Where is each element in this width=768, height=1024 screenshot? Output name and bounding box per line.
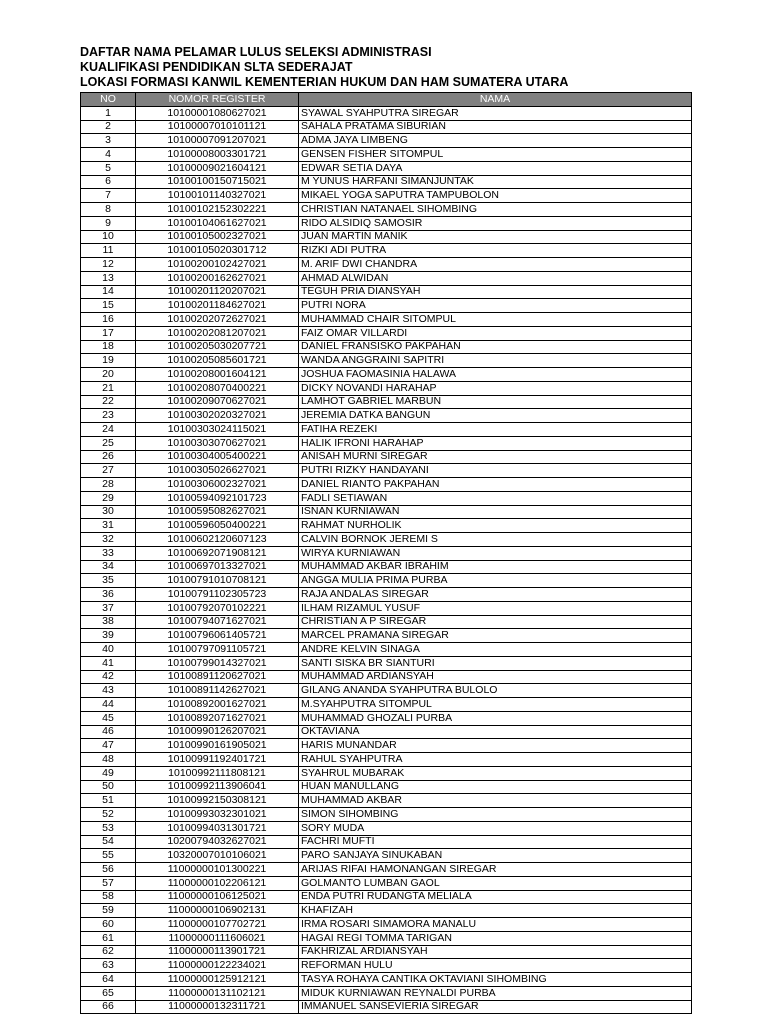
applicant-name: FAKHRIZAL ARDIANSYAH xyxy=(299,945,692,959)
register-number: 10100302020327021 xyxy=(136,409,299,423)
row-number: 28 xyxy=(81,478,136,492)
register-number: 11000000132311721 xyxy=(136,1000,299,1014)
column-header-name: NAMA xyxy=(299,93,692,107)
row-number: 42 xyxy=(81,670,136,684)
qualification-subtitle: KUALIFIKASI PENDIDIKAN SLTA SEDERAJAT xyxy=(80,60,353,74)
applicant-name: MUHAMMAD AKBAR IBRAHIM xyxy=(299,560,692,574)
applicant-name: IMMANUEL SANSEVIERIA SIREGAR xyxy=(299,1000,692,1014)
table-row xyxy=(81,271,692,285)
row-number: 10 xyxy=(81,230,136,244)
applicant-name: JUAN MARTIN MANIK xyxy=(299,230,692,244)
table-row xyxy=(81,148,692,162)
applicant-name: RIZKI ADI PUTRA xyxy=(299,244,692,258)
table-row xyxy=(81,890,692,904)
row-number: 32 xyxy=(81,533,136,547)
table-row xyxy=(81,505,692,519)
applicant-name: JEREMIA DATKA BANGUN xyxy=(299,409,692,423)
register-number: 10100305026627021 xyxy=(136,464,299,478)
table-row xyxy=(81,560,692,574)
table-row xyxy=(81,918,692,932)
table-row xyxy=(81,285,692,299)
row-number: 3 xyxy=(81,134,136,148)
register-number: 11000000113901721 xyxy=(136,945,299,959)
table-row xyxy=(81,601,692,615)
table-row xyxy=(81,821,692,835)
register-number: 10100799014327021 xyxy=(136,656,299,670)
register-number: 11000000106125021 xyxy=(136,890,299,904)
row-number: 56 xyxy=(81,863,136,877)
table-row xyxy=(81,533,692,547)
register-number: 10100200102427021 xyxy=(136,258,299,272)
row-number: 11 xyxy=(81,244,136,258)
applicant-name: FATIHA REZEKI xyxy=(299,423,692,437)
register-number: 10100992150308121 xyxy=(136,794,299,808)
register-number: 10100209070627021 xyxy=(136,395,299,409)
table-row xyxy=(81,670,692,684)
applicant-name: MUHAMMAD ARDIANSYAH xyxy=(299,670,692,684)
table-row xyxy=(81,230,692,244)
register-number: 11000000125912121 xyxy=(136,973,299,987)
applicant-name: RAHMAT NURHOLIK xyxy=(299,519,692,533)
table-row xyxy=(81,134,692,148)
table-header-row xyxy=(81,93,692,107)
register-number: 11000000107702721 xyxy=(136,918,299,932)
table-row xyxy=(81,684,692,698)
row-number: 61 xyxy=(81,931,136,945)
register-number: 10100202072627021 xyxy=(136,313,299,327)
table-row xyxy=(81,313,692,327)
row-number: 38 xyxy=(81,615,136,629)
table-row xyxy=(81,436,692,450)
row-number: 18 xyxy=(81,340,136,354)
applicant-name: DICKY NOVANDI HARAHAP xyxy=(299,381,692,395)
row-number: 31 xyxy=(81,519,136,533)
table-row xyxy=(81,780,692,794)
register-number: 10100303070627021 xyxy=(136,436,299,450)
table-row xyxy=(81,973,692,987)
row-number: 58 xyxy=(81,890,136,904)
table-row xyxy=(81,161,692,175)
table-row xyxy=(81,120,692,134)
row-number: 41 xyxy=(81,656,136,670)
register-number: 10100596050400221 xyxy=(136,519,299,533)
row-number: 39 xyxy=(81,629,136,643)
row-number: 21 xyxy=(81,381,136,395)
applicant-name: MIDUK KURNIAWAN REYNALDI PURBA xyxy=(299,986,692,1000)
row-number: 19 xyxy=(81,354,136,368)
register-number: 10100105002327021 xyxy=(136,230,299,244)
applicant-name: SYAWAL SYAHPUTRA SIREGAR xyxy=(299,106,692,120)
table-row xyxy=(81,725,692,739)
applicant-name: SAHALA PRATAMA SIBURIAN xyxy=(299,120,692,134)
applicant-table xyxy=(80,92,692,1014)
applicant-name: ANGGA MULIA PRIMA PURBA xyxy=(299,574,692,588)
applicant-name: M. ARIF DWI CHANDRA xyxy=(299,258,692,272)
applicant-name: CHRISTIAN A P SIREGAR xyxy=(299,615,692,629)
applicant-name: FACHRI MUFTI xyxy=(299,835,692,849)
applicant-name: HUAN MANULLANG xyxy=(299,780,692,794)
row-number: 45 xyxy=(81,711,136,725)
row-number: 46 xyxy=(81,725,136,739)
applicant-name: MARCEL PRAMANA SIREGAR xyxy=(299,629,692,643)
register-number: 10100794071627021 xyxy=(136,615,299,629)
row-number: 54 xyxy=(81,835,136,849)
row-number: 57 xyxy=(81,876,136,890)
row-number: 20 xyxy=(81,368,136,382)
row-number: 29 xyxy=(81,491,136,505)
row-number: 63 xyxy=(81,959,136,973)
column-header-register: NOMOR REGISTER xyxy=(136,93,299,107)
register-number: 10100102152302221 xyxy=(136,203,299,217)
applicant-name: M.SYAHPUTRA SITOMPUL xyxy=(299,698,692,712)
applicant-name: CHRISTIAN NATANAEL SIHOMBING xyxy=(299,203,692,217)
table-row xyxy=(81,656,692,670)
table-row xyxy=(81,794,692,808)
applicant-name: RAJA ANDALAS SIREGAR xyxy=(299,588,692,602)
row-number: 62 xyxy=(81,945,136,959)
row-number: 55 xyxy=(81,849,136,863)
applicant-name: ADMA JAYA LIMBENG xyxy=(299,134,692,148)
row-number: 44 xyxy=(81,698,136,712)
row-number: 13 xyxy=(81,271,136,285)
table-row xyxy=(81,299,692,313)
table-row xyxy=(81,643,692,657)
register-number: 11000000106902131 xyxy=(136,904,299,918)
table-row xyxy=(81,381,692,395)
applicant-name: ANDRE KELVIN SINAGA xyxy=(299,643,692,657)
applicant-name: PUTRI NORA xyxy=(299,299,692,313)
register-number: 10100994031301721 xyxy=(136,821,299,835)
table-row xyxy=(81,615,692,629)
applicant-name: JOSHUA FAOMASINIA HALAWA xyxy=(299,368,692,382)
row-number: 65 xyxy=(81,986,136,1000)
applicant-name: M YUNUS HARFANI SIMANJUNTAK xyxy=(299,175,692,189)
register-number: 10100007091207021 xyxy=(136,134,299,148)
applicant-name: ISNAN KURNIAWAN xyxy=(299,505,692,519)
register-number: 11000000111606021 xyxy=(136,931,299,945)
row-number: 49 xyxy=(81,766,136,780)
table-body xyxy=(81,106,692,1014)
table-row xyxy=(81,368,692,382)
applicant-name: IRMA ROSARI SIMAMORA MANALU xyxy=(299,918,692,932)
table-row xyxy=(81,574,692,588)
table-row xyxy=(81,326,692,340)
register-number: 10100306002327021 xyxy=(136,478,299,492)
register-number: 10100205030207721 xyxy=(136,340,299,354)
row-number: 30 xyxy=(81,505,136,519)
register-number: 10100208070400221 xyxy=(136,381,299,395)
row-number: 47 xyxy=(81,739,136,753)
register-number: 10100100150715021 xyxy=(136,175,299,189)
table-row xyxy=(81,409,692,423)
applicant-name: MIKAEL YOGA SAPUTRA TAMPUBOLON xyxy=(299,189,692,203)
register-number: 10100892071627021 xyxy=(136,711,299,725)
row-number: 25 xyxy=(81,436,136,450)
register-number: 10100001080627021 xyxy=(136,106,299,120)
row-number: 64 xyxy=(81,973,136,987)
table-row xyxy=(81,931,692,945)
register-number: 10100796061405721 xyxy=(136,629,299,643)
register-number: 11000000101300221 xyxy=(136,863,299,877)
row-number: 8 xyxy=(81,203,136,217)
register-number: 10200794032627021 xyxy=(136,835,299,849)
register-number: 10100791102305723 xyxy=(136,588,299,602)
applicant-name: TEGUH PRIA DIANSYAH xyxy=(299,285,692,299)
table-row xyxy=(81,423,692,437)
table-row xyxy=(81,808,692,822)
row-number: 66 xyxy=(81,1000,136,1014)
applicant-name: HARIS MUNANDAR xyxy=(299,739,692,753)
row-number: 40 xyxy=(81,643,136,657)
applicant-name: ENDA PUTRI RUDANGTA MELIALA xyxy=(299,890,692,904)
table-row xyxy=(81,904,692,918)
applicant-name: GENSEN FISHER SITOMPUL xyxy=(299,148,692,162)
register-number: 10100792070102221 xyxy=(136,601,299,615)
row-number: 6 xyxy=(81,175,136,189)
applicant-name: PARO SANJAYA SINUKABAN xyxy=(299,849,692,863)
register-number: 10100202081207021 xyxy=(136,326,299,340)
applicant-name: MUHAMMAD CHAIR SITOMPUL xyxy=(299,313,692,327)
row-number: 26 xyxy=(81,450,136,464)
applicant-name: SIMON SIHOMBING xyxy=(299,808,692,822)
applicant-name: DANIEL RIANTO PAKPAHAN xyxy=(299,478,692,492)
document-header xyxy=(80,45,568,90)
register-number: 11000000131102121 xyxy=(136,986,299,1000)
applicant-name: SORY MUDA xyxy=(299,821,692,835)
register-number: 10100104061627021 xyxy=(136,216,299,230)
location-subtitle: LOKASI FORMASI KANWIL KEMENTERIAN HUKUM DAN HAM SUMATERA UTARA xyxy=(80,75,569,89)
register-number: 10100200162627021 xyxy=(136,271,299,285)
applicant-name: PUTRI RIZKY HANDAYANI xyxy=(299,464,692,478)
row-number: 4 xyxy=(81,148,136,162)
row-number: 48 xyxy=(81,753,136,767)
table-row xyxy=(81,491,692,505)
row-number: 12 xyxy=(81,258,136,272)
row-number: 5 xyxy=(81,161,136,175)
applicant-name: DANIEL FRANSISKO PAKPAHAN xyxy=(299,340,692,354)
register-number: 10100797091105721 xyxy=(136,643,299,657)
register-number: 10100105020301712 xyxy=(136,244,299,258)
row-number: 59 xyxy=(81,904,136,918)
applicant-name: HAGAI REGI TOMMA TARIGAN xyxy=(299,931,692,945)
table-row xyxy=(81,546,692,560)
table-row xyxy=(81,698,692,712)
applicant-name: SYAHRUL MUBARAK xyxy=(299,766,692,780)
register-number: 10100007010101121 xyxy=(136,120,299,134)
row-number: 53 xyxy=(81,821,136,835)
applicant-name: TASYA ROHAYA CANTIKA OKTAVIANI SIHOMBING xyxy=(299,973,692,987)
row-number: 36 xyxy=(81,588,136,602)
table-row xyxy=(81,354,692,368)
row-number: 51 xyxy=(81,794,136,808)
table-row xyxy=(81,464,692,478)
applicant-name: MUHAMMAD GHOZALI PURBA xyxy=(299,711,692,725)
register-number: 10100303024115021 xyxy=(136,423,299,437)
applicant-name: WIRYA KURNIAWAN xyxy=(299,546,692,560)
row-number: 22 xyxy=(81,395,136,409)
table-row xyxy=(81,258,692,272)
applicant-name: FADLI SETIAWAN xyxy=(299,491,692,505)
row-number: 9 xyxy=(81,216,136,230)
applicant-name: OKTAVIANA xyxy=(299,725,692,739)
table-row xyxy=(81,189,692,203)
row-number: 17 xyxy=(81,326,136,340)
applicant-name: ARIJAS RIFAI HAMONANGAN SIREGAR xyxy=(299,863,692,877)
table-row xyxy=(81,106,692,120)
row-number: 52 xyxy=(81,808,136,822)
applicant-name: GILANG ANANDA SYAHPUTRA BULOLO xyxy=(299,684,692,698)
table-row xyxy=(81,863,692,877)
register-number: 10100201184627021 xyxy=(136,299,299,313)
table-row xyxy=(81,203,692,217)
applicant-name: WANDA ANGGRAINI SAPITRI xyxy=(299,354,692,368)
row-number: 35 xyxy=(81,574,136,588)
register-number: 10100304005400221 xyxy=(136,450,299,464)
applicant-name: CALVIN BORNOK JEREMI S xyxy=(299,533,692,547)
row-number: 15 xyxy=(81,299,136,313)
register-number: 10100697013327021 xyxy=(136,560,299,574)
row-number: 7 xyxy=(81,189,136,203)
register-number: 10100892001627021 xyxy=(136,698,299,712)
table-row xyxy=(81,835,692,849)
table-row xyxy=(81,519,692,533)
register-number: 10100891120627021 xyxy=(136,670,299,684)
applicant-name: RAHUL SYAHPUTRA xyxy=(299,753,692,767)
register-number: 10100594092101723 xyxy=(136,491,299,505)
register-number: 10100990161905021 xyxy=(136,739,299,753)
register-number: 10100008003301721 xyxy=(136,148,299,162)
table-row xyxy=(81,876,692,890)
applicant-name: GOLMANTO LUMBAN GAOL xyxy=(299,876,692,890)
applicant-name: FAIZ OMAR VILLARDI xyxy=(299,326,692,340)
table-row xyxy=(81,753,692,767)
applicant-name: AHMAD ALWIDAN xyxy=(299,271,692,285)
register-number: 10100990126207021 xyxy=(136,725,299,739)
row-number: 60 xyxy=(81,918,136,932)
register-number: 11000000122234021 xyxy=(136,959,299,973)
row-number: 23 xyxy=(81,409,136,423)
register-number: 10100602120607123 xyxy=(136,533,299,547)
register-number: 10100993032301021 xyxy=(136,808,299,822)
table-row xyxy=(81,986,692,1000)
register-number: 10100101140327021 xyxy=(136,189,299,203)
row-number: 33 xyxy=(81,546,136,560)
table-row xyxy=(81,244,692,258)
table-row xyxy=(81,1000,692,1014)
table-row xyxy=(81,450,692,464)
table-row xyxy=(81,175,692,189)
register-number: 10100692071908121 xyxy=(136,546,299,560)
row-number: 1 xyxy=(81,106,136,120)
applicant-name: SANTI SISKA BR SIANTURI xyxy=(299,656,692,670)
applicant-name: REFORMAN HULU xyxy=(299,959,692,973)
register-number: 10100891142627021 xyxy=(136,684,299,698)
applicant-name: RIDO ALSIDIQ SAMOSIR xyxy=(299,216,692,230)
applicant-name: HALIK IFRONI HARAHAP xyxy=(299,436,692,450)
row-number: 43 xyxy=(81,684,136,698)
table-row xyxy=(81,395,692,409)
register-number: 10100201120207021 xyxy=(136,285,299,299)
applicant-name: ANISAH MURNI SIREGAR xyxy=(299,450,692,464)
applicant-name: ILHAM RIZAMUL YUSUF xyxy=(299,601,692,615)
register-number: 11000000102206121 xyxy=(136,876,299,890)
register-number: 10100208001604121 xyxy=(136,368,299,382)
register-number: 10320007010106021 xyxy=(136,849,299,863)
table-row xyxy=(81,766,692,780)
table-row xyxy=(81,739,692,753)
table-row xyxy=(81,588,692,602)
table-row xyxy=(81,711,692,725)
table-row xyxy=(81,849,692,863)
table-row xyxy=(81,340,692,354)
row-number: 2 xyxy=(81,120,136,134)
row-number: 50 xyxy=(81,780,136,794)
register-number: 10100992111808121 xyxy=(136,766,299,780)
register-number: 10100992113906041 xyxy=(136,780,299,794)
row-number: 16 xyxy=(81,313,136,327)
applicant-name: MUHAMMAD AKBAR xyxy=(299,794,692,808)
row-number: 34 xyxy=(81,560,136,574)
table-row xyxy=(81,945,692,959)
table-row xyxy=(81,478,692,492)
column-header-no: NO xyxy=(81,93,136,107)
register-number: 10100991192401721 xyxy=(136,753,299,767)
register-number: 10100205085601721 xyxy=(136,354,299,368)
row-number: 14 xyxy=(81,285,136,299)
table-row xyxy=(81,216,692,230)
register-number: 10100009021604121 xyxy=(136,161,299,175)
applicant-name: LAMHOT GABRIEL MARBUN xyxy=(299,395,692,409)
register-number: 10100791010708121 xyxy=(136,574,299,588)
row-number: 27 xyxy=(81,464,136,478)
applicant-name: KHAFIZAH xyxy=(299,904,692,918)
row-number: 37 xyxy=(81,601,136,615)
row-number: 24 xyxy=(81,423,136,437)
document-title: DAFTAR NAMA PELAMAR LULUS SELEKSI ADMINISTRASI xyxy=(80,45,432,59)
register-number: 10100595082627021 xyxy=(136,505,299,519)
table-row xyxy=(81,629,692,643)
applicant-name: EDWAR SETIA DAYA xyxy=(299,161,692,175)
table-row xyxy=(81,959,692,973)
